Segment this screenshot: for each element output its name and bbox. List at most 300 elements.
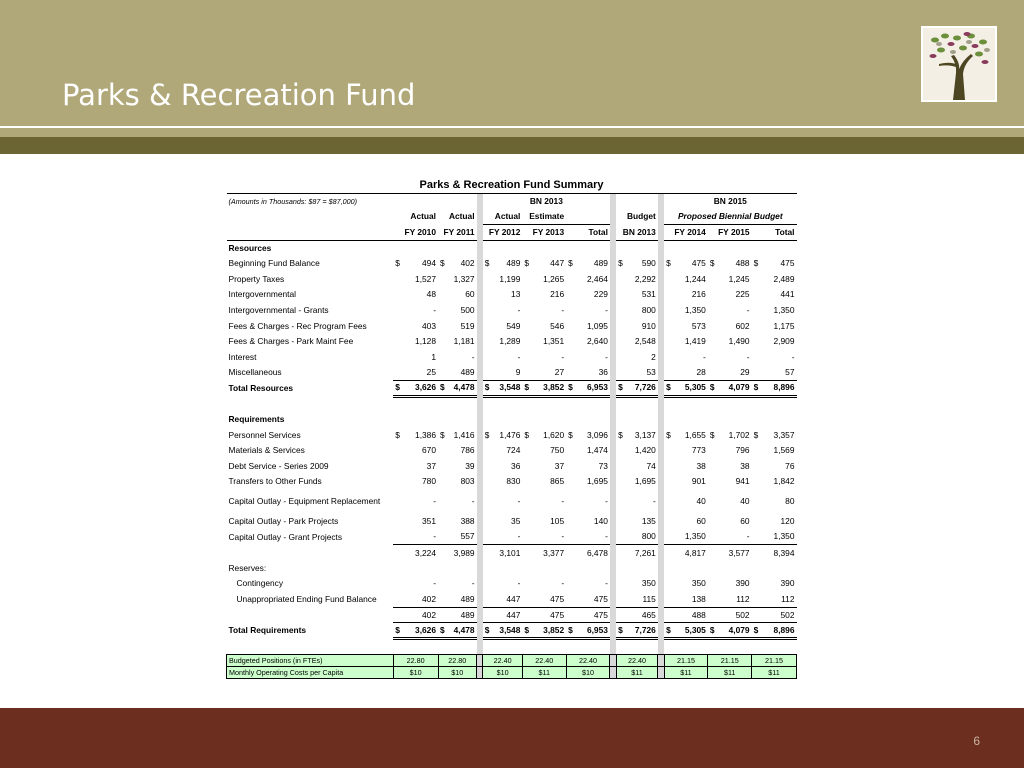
table-row [227, 240, 797, 256]
cell-value: 27 [554, 367, 565, 378]
table-cell [566, 459, 610, 475]
cell-value: 28 [696, 367, 706, 378]
table-cell [438, 529, 477, 545]
cell-value: 25 [426, 367, 436, 378]
table-cell [566, 592, 610, 608]
table-cell [522, 443, 566, 459]
cell-value: 112 [781, 593, 795, 604]
cell-value: 21.15 [676, 655, 695, 665]
cell-value: 1,695 [634, 476, 656, 487]
column-header-row-2 [227, 225, 797, 241]
currency-symbol: $ [753, 258, 759, 269]
cell-value: 120 [780, 516, 795, 527]
cell-value: 531 [641, 289, 656, 300]
table-cell [393, 287, 438, 303]
col-fy-8: FY 2015 [708, 225, 752, 241]
table-cell [752, 576, 797, 592]
table-cell [566, 318, 610, 334]
column-header-row-1 [227, 209, 797, 225]
cell-value: 796 [735, 445, 750, 456]
tree-logo-icon [921, 26, 997, 102]
table-cell [438, 287, 477, 303]
cell-value: 5,305 [684, 382, 706, 393]
cell-value: 1,350 [773, 304, 795, 315]
row-label: Debt Service - Series 2009 [228, 460, 329, 471]
cell-value: 1,527 [415, 273, 436, 284]
table-cell [566, 623, 610, 639]
table-row [227, 443, 797, 459]
table-cell [483, 427, 523, 443]
table-row [227, 529, 797, 545]
table-cell [393, 592, 438, 608]
table-cell [566, 287, 610, 303]
table-cell [522, 334, 566, 350]
cell-value: 489 [460, 367, 475, 378]
cell-value: - [605, 304, 608, 315]
table-cell [616, 459, 658, 475]
cell-value: 2,640 [586, 336, 608, 347]
cell-value: 590 [641, 258, 656, 269]
cell-value: 475 [593, 593, 608, 604]
table-cell [566, 365, 610, 381]
table-cell [393, 318, 438, 334]
cell-value: 38 [740, 460, 750, 471]
cell-value: 773 [691, 445, 706, 456]
table-title: Parks & Recreation Fund Summary [419, 179, 604, 191]
table-cell [752, 490, 797, 514]
table-cell [483, 514, 523, 530]
table-row [227, 318, 797, 334]
table-cell [393, 514, 438, 530]
cell-value: 6,953 [586, 382, 608, 393]
table-cell [752, 427, 797, 443]
cell-value: 447 [550, 258, 565, 269]
cell-value: 40 [696, 496, 706, 507]
table-cell [708, 256, 752, 272]
table-cell [522, 474, 566, 490]
cell-value: 60 [696, 516, 706, 527]
cell-value: 803 [460, 476, 475, 487]
col-head-2: Actual [448, 211, 475, 222]
cell-value: 3,137 [634, 429, 656, 440]
cell-value: 388 [460, 516, 475, 527]
table-cell [664, 443, 708, 459]
table-cell [438, 459, 477, 475]
cell-value: 4,079 [728, 382, 750, 393]
cell-value: 1,181 [453, 336, 475, 347]
cell-value: 475 [550, 593, 565, 604]
cell-value: 1,476 [499, 429, 521, 440]
cell-value: 1,474 [586, 445, 608, 456]
table-cell [483, 318, 523, 334]
currency-symbol: $ [568, 258, 573, 269]
table-cell [483, 666, 523, 678]
cell-value: 489 [506, 258, 521, 269]
cell-value: 557 [460, 531, 475, 542]
cell-value: 36 [598, 367, 608, 378]
currency-symbol: $ [484, 429, 490, 440]
cell-value: 910 [641, 320, 656, 331]
cell-value: - [433, 304, 436, 315]
table-row [227, 607, 797, 623]
cell-value: 7,261 [634, 547, 656, 558]
table-cell [522, 529, 566, 545]
currency-symbol: $ [395, 429, 400, 440]
cell-value: 7,726 [634, 624, 656, 635]
table-cell [522, 592, 566, 608]
cell-value: - [746, 531, 750, 542]
cell-value: 1,350 [773, 531, 795, 542]
cell-value: 2,292 [634, 273, 656, 284]
table-cell [616, 443, 658, 459]
currency-symbol: $ [618, 382, 623, 393]
header-divider [0, 126, 1024, 128]
cell-value: 475 [691, 258, 706, 269]
table-cell [752, 607, 797, 623]
cell-value: 8,896 [773, 624, 795, 635]
cell-value: - [605, 496, 608, 507]
cell-value: 2,464 [586, 273, 608, 284]
cell-value: - [561, 304, 565, 315]
table-cell [522, 271, 566, 287]
cell-value: 74 [646, 460, 656, 471]
table-cell [566, 545, 610, 561]
cell-value: 140 [593, 516, 608, 527]
cell-value: 489 [460, 593, 475, 604]
table-cell [708, 474, 752, 490]
row-label: Intergovernmental - Grants [228, 304, 329, 315]
cell-value: 489 [460, 609, 475, 620]
table-cell [483, 271, 523, 287]
col-fy-7: FY 2014 [664, 225, 708, 241]
table-cell [616, 365, 658, 381]
cell-value: 488 [735, 258, 750, 269]
cell-value: 1,620 [543, 429, 565, 440]
cell-value: 2 [651, 351, 656, 362]
cell-value: 1,695 [586, 476, 608, 487]
cell-value: 3,224 [415, 547, 436, 558]
currency-symbol: $ [709, 429, 715, 440]
table-cell [752, 623, 797, 639]
table-cell [708, 529, 752, 545]
cell-value: - [471, 578, 475, 589]
table-cell [752, 303, 797, 319]
table-cell [616, 529, 658, 545]
cell-value: $11 [538, 667, 550, 677]
table-cell [708, 623, 752, 639]
table-note-row [227, 194, 797, 210]
cell-value: 1,702 [728, 429, 750, 440]
table-row [227, 545, 797, 561]
table-cell [483, 545, 523, 561]
row-label: Fees & Charges - Park Maint Fee [228, 336, 354, 347]
table-cell [438, 474, 477, 490]
cell-value: 3,548 [499, 624, 521, 635]
cell-value: - [791, 351, 795, 362]
table-row [227, 256, 797, 272]
row-label: Total Resources [228, 382, 294, 393]
cell-value: 3,101 [499, 547, 521, 558]
table-cell [708, 303, 752, 319]
cell-value: 402 [422, 609, 436, 620]
table-cell [616, 607, 658, 623]
table-cell [708, 271, 752, 287]
table-cell [616, 349, 658, 365]
cell-value: 519 [460, 320, 475, 331]
row-label: Miscellaneous [228, 367, 282, 378]
table-cell [752, 318, 797, 334]
table-cell [616, 654, 658, 666]
table-cell [483, 443, 523, 459]
table-row [227, 287, 797, 303]
cell-value: 402 [460, 258, 475, 269]
table-cell [708, 443, 752, 459]
table-cell [664, 654, 708, 666]
table-cell [438, 592, 477, 608]
cell-value: 4,478 [453, 624, 475, 635]
table-cell [708, 607, 752, 623]
row-label: Budgeted Positions (in FTEs) [227, 654, 394, 666]
cell-value: 502 [780, 609, 795, 620]
cell-value: 22.40 [627, 655, 646, 665]
col-fy-6: BN 2013 [616, 225, 658, 241]
cell-value: - [746, 351, 750, 362]
cell-value: 29 [740, 367, 750, 378]
table-cell [708, 514, 752, 530]
table-cell [522, 459, 566, 475]
table-cell [752, 349, 797, 365]
table-cell [752, 514, 797, 530]
currency-symbol: $ [618, 258, 623, 269]
cell-value: 3,096 [586, 429, 608, 440]
table-cell [616, 474, 658, 490]
cell-value: 786 [460, 445, 475, 456]
cell-value: 1 [431, 351, 436, 362]
cell-value: 1,265 [543, 273, 565, 284]
table-cell [566, 666, 610, 678]
table-cell [522, 303, 566, 319]
cell-value: 1,655 [684, 429, 706, 440]
table-cell [522, 514, 566, 530]
fund-summary-table [226, 177, 797, 679]
table-cell [393, 490, 438, 514]
currency-symbol: $ [666, 429, 671, 440]
cell-value: 80 [785, 496, 795, 507]
table-cell [566, 514, 610, 530]
table-cell [566, 576, 610, 592]
table-cell [566, 271, 610, 287]
table-cell [522, 381, 566, 397]
table-cell [616, 381, 658, 397]
cell-value: - [703, 351, 706, 362]
table-cell [522, 349, 566, 365]
table-cell [752, 271, 797, 287]
table-cell [708, 427, 752, 443]
footer-band [0, 708, 1024, 768]
col-fy-2: FY 2011 [438, 225, 477, 241]
table-cell [393, 474, 438, 490]
table-cell [752, 256, 797, 272]
table-cell [438, 256, 477, 272]
table-cell [616, 490, 658, 514]
table-cell [483, 459, 523, 475]
cell-value: 500 [460, 304, 475, 315]
table-cell [616, 576, 658, 592]
cell-value: 1,128 [415, 336, 436, 347]
cell-value: 403 [422, 320, 436, 331]
cell-value: 2,548 [634, 336, 656, 347]
table-cell [522, 666, 566, 678]
table-cell [708, 459, 752, 475]
table-cell [522, 427, 566, 443]
table-cell [664, 490, 708, 514]
currency-symbol: $ [524, 382, 530, 393]
table-cell [708, 490, 752, 514]
cell-value: 38 [696, 460, 706, 471]
cell-value: $11 [680, 667, 692, 677]
currency-symbol: $ [618, 624, 623, 635]
table-cell [438, 349, 477, 365]
row-label: Intergovernmental [228, 289, 297, 300]
cell-value: 780 [422, 476, 436, 487]
cell-value: 489 [593, 258, 608, 269]
table-cell [438, 318, 477, 334]
table-cell [393, 381, 438, 397]
col-head-6: Budget [626, 211, 656, 222]
table-cell [393, 545, 438, 561]
table-cell [483, 607, 523, 623]
table-cell [566, 256, 610, 272]
table-row [227, 459, 797, 475]
table-cell [664, 514, 708, 530]
table-cell [708, 576, 752, 592]
table-cell [483, 334, 523, 350]
cell-value: 3,377 [543, 547, 565, 558]
currency-symbol: $ [753, 382, 759, 393]
table-cell [616, 427, 658, 443]
currency-symbol: $ [618, 429, 623, 440]
currency-symbol: $ [524, 624, 530, 635]
col-fy-4: FY 2013 [522, 225, 566, 241]
table-cell [566, 474, 610, 490]
currency-symbol: $ [524, 258, 530, 269]
cell-value: 1,350 [684, 531, 706, 542]
table-gap-row [227, 639, 797, 655]
cell-value: 22.40 [579, 655, 598, 665]
table-cell [483, 365, 523, 381]
table-cell [664, 459, 708, 475]
cell-value: 1,351 [543, 336, 565, 347]
cell-value: 3,626 [415, 624, 436, 635]
cell-value: 350 [691, 578, 706, 589]
cell-value: 135 [641, 516, 656, 527]
cell-value: $10 [582, 667, 595, 677]
table-cell [483, 287, 523, 303]
table-cell [393, 459, 438, 475]
table-cell [483, 474, 523, 490]
cell-value: 800 [641, 304, 656, 315]
cell-value: 115 [642, 593, 656, 604]
table-cell [664, 474, 708, 490]
cell-value: 573 [691, 320, 706, 331]
col-fy-3: FY 2012 [483, 225, 523, 241]
cell-value: 4,817 [684, 547, 706, 558]
table-cell [664, 592, 708, 608]
table-cell [752, 545, 797, 561]
table-cell [438, 365, 477, 381]
cell-value: 830 [506, 476, 521, 487]
cell-value: - [561, 578, 565, 589]
cell-value: - [433, 531, 436, 542]
cell-value: 941 [735, 476, 750, 487]
row-label: Reserves: [228, 562, 267, 573]
cell-value: 3,357 [773, 429, 795, 440]
table-cell [438, 271, 477, 287]
table-row [227, 623, 797, 639]
olive-bar [0, 137, 1024, 154]
currency-symbol: $ [395, 258, 400, 269]
currency-symbol: $ [709, 382, 715, 393]
table-cell [522, 545, 566, 561]
cell-value: 22.80 [448, 655, 467, 665]
table-cell [393, 256, 438, 272]
table-cell [708, 287, 752, 303]
cell-value: 21.15 [720, 655, 739, 665]
cell-value: 7,726 [634, 382, 656, 393]
table-cell [393, 666, 438, 678]
table-cell [566, 529, 610, 545]
cell-value: $10 [496, 667, 509, 677]
table-cell [752, 459, 797, 475]
table-cell [708, 654, 752, 666]
table-cell [438, 666, 477, 678]
table-cell [522, 654, 566, 666]
cell-value: 475 [593, 609, 608, 620]
currency-symbol: $ [568, 624, 573, 635]
table-cell [393, 443, 438, 459]
cell-value: 1,289 [499, 336, 521, 347]
cell-value: 1,420 [634, 445, 656, 456]
table-cell [393, 427, 438, 443]
currency-symbol: $ [709, 258, 715, 269]
cell-value: 1,569 [773, 445, 795, 456]
table-cell [393, 576, 438, 592]
cell-value: 229 [593, 289, 608, 300]
cell-value: - [433, 496, 436, 507]
table-cell [522, 623, 566, 639]
table-cell [752, 365, 797, 381]
cell-value: 1,245 [728, 273, 750, 284]
currency-symbol: $ [666, 382, 671, 393]
table-cell [616, 623, 658, 639]
cell-value: 3,577 [728, 547, 750, 558]
row-label: Property Taxes [228, 273, 285, 284]
table-cell [566, 303, 610, 319]
cell-value: 447 [506, 593, 521, 604]
table-cell [616, 303, 658, 319]
currency-symbol: $ [395, 382, 400, 393]
table-row [227, 576, 797, 592]
group-bn2015: BN 2015 [664, 194, 796, 210]
table-cell [522, 256, 566, 272]
table-cell [664, 349, 708, 365]
cell-value: 494 [422, 258, 436, 269]
table-cell [438, 545, 477, 561]
table-row [227, 474, 797, 490]
table-cell [664, 365, 708, 381]
cell-value: - [471, 496, 475, 507]
cell-value: 8,896 [773, 382, 795, 393]
